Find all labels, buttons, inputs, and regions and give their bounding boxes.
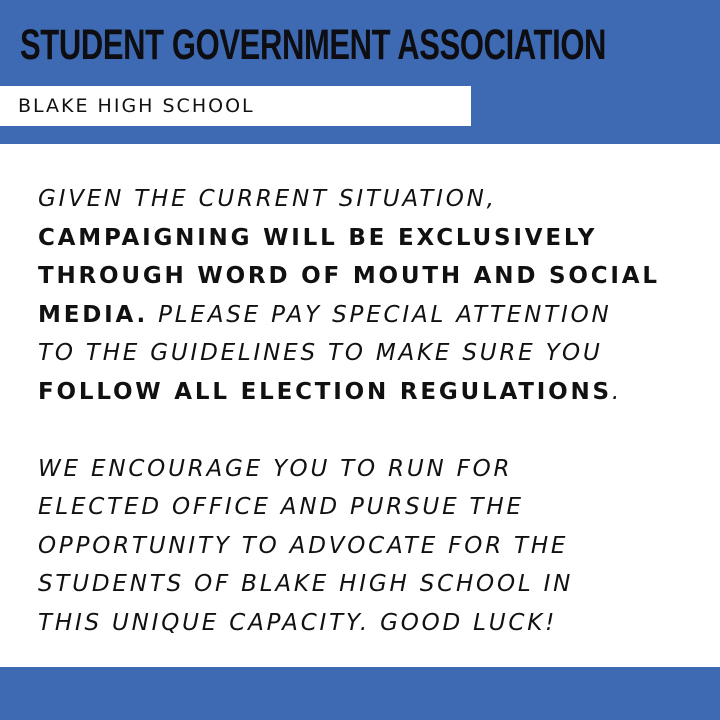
text-line: GIVEN THE CURRENT SITUATION, (38, 186, 497, 212)
text-line: ELECTED OFFICE AND PURSUE THE (38, 494, 524, 520)
school-name: BLAKE HIGH SCHOOL (18, 95, 255, 117)
announcement-body (38, 180, 708, 642)
text-line: WE ENCOURAGE YOU TO RUN FOR (38, 455, 513, 482)
emphasis-text: MEDIA. (38, 301, 149, 328)
paragraph-campaign-rules (38, 180, 708, 411)
paragraph-spacer (38, 411, 708, 450)
emphasis-text: CAMPAIGNING WILL BE EXCLUSIVELY (38, 224, 598, 251)
text-line: STUDENTS OF BLAKE HIGH SCHOOL IN (38, 571, 574, 597)
emphasis-text: FOLLOW ALL ELECTION REGULATIONS (38, 378, 612, 405)
page-title: STUDENT GOVERNMENT ASSOCIATION (20, 21, 607, 69)
subtitle-box (0, 86, 471, 126)
text-line: PLEASE PAY SPECIAL ATTENTION (148, 301, 612, 328)
paragraph-encouragement (38, 450, 708, 643)
footer-band (0, 667, 720, 720)
emphasis-text: THROUGH WORD OF MOUTH AND SOCIAL (38, 263, 660, 289)
text-line: . (611, 378, 623, 405)
text-line: TO THE GUIDELINES TO MAKE SURE YOU (38, 340, 603, 366)
text-line: THIS UNIQUE CAPACITY. GOOD LUCK! (38, 609, 558, 636)
text-line: OPPORTUNITY TO ADVOCATE FOR THE (38, 532, 569, 559)
